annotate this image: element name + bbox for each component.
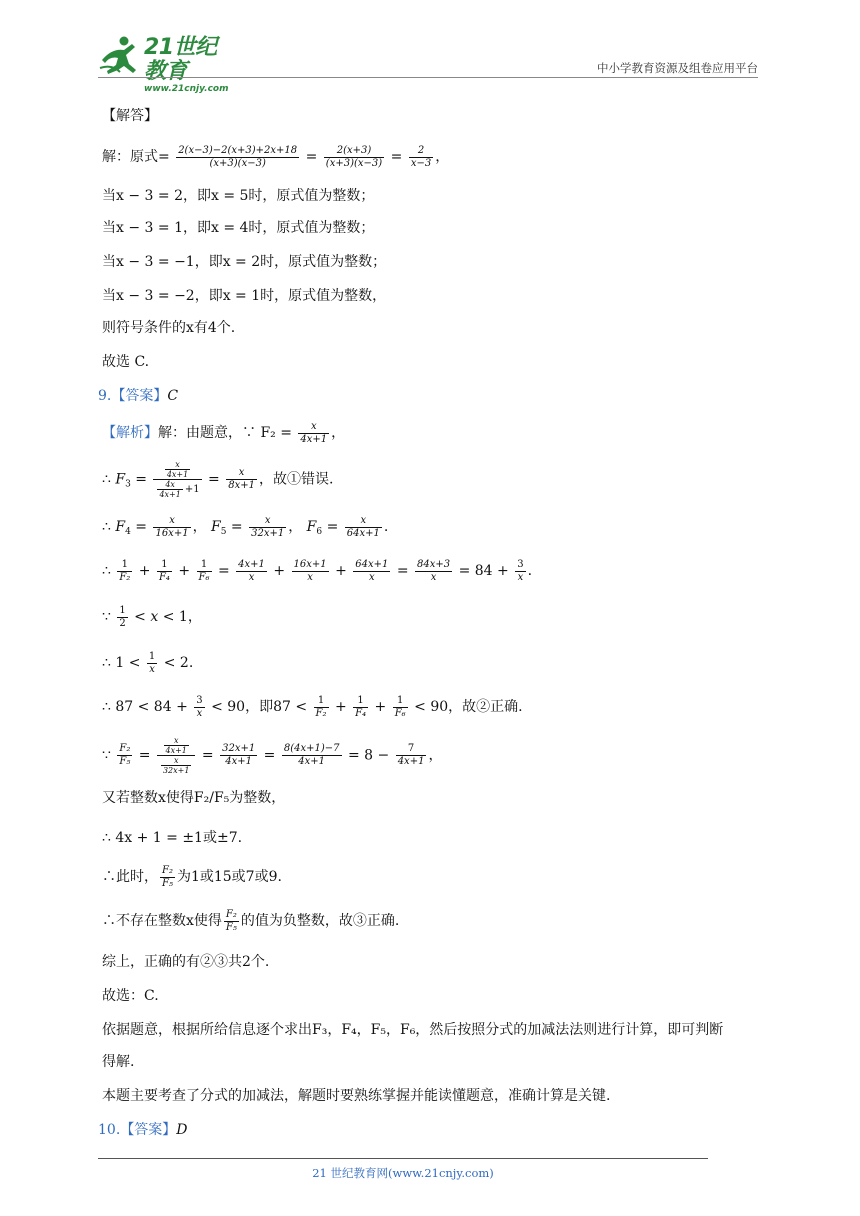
q9-sum-line: ∴ $\frac{1}{\text{F₂}}$ + $\frac{1}{\text{F₄}}$ + $\frac{1}{\text{F₆}}$ = $\frac{4x+1}{x}$ + $\frac{16x+1}{x}$ + $\frac{64x+1}{x}$ = $\frac{84x+3}{x}$ = 84 + $\frac{3}{x}$ . [102,558,533,583]
page-header [98,30,758,94]
q9-summary-line: 综上，正确的有②③共2个. [102,954,270,970]
case-line-2: 当x − 3 = 1，即x = 4时，原式值为整数； [102,220,375,236]
q9-f456-line: ∴ $F_4$ = $\frac{x}{16x+1}$ ， $F_5$ = $\frac{x}{32x+1}$ ， $F_6$ = $\frac{x}{64x+1}$ . [102,514,389,539]
q9-reciprocal-line: ∴ 1 < $\frac{1}{x}$ < 2. [102,650,194,675]
case-line-4: 当x − 3 = −2，即x = 1时，原式值为整数， [102,288,387,304]
q9-f3-line: ∴ $F_3$ = $\frac{x}{4x+1}$ $\frac{4x}{4x+1}$ +1 = $\frac{x}{8x+1}$ ，故①错误. [102,460,334,499]
q9-values-line: ∴ 4x + 1 = ±1或±7. [102,830,243,846]
q9-bound-line: ∴ 87 < 84 + $\frac{3}{x}$ < 90，即87 < $\frac{1}{\text{F₂}}$ + $\frac{1}{\text{F₄}}$ + $\frac{1}{\text{F₆}}$ < 90，故②正确. [102,694,523,719]
logo-url: www.21cnjy.com [144,84,229,94]
q9-analysis-line-1: 【解析】解：由题意，∵ F₂ = $\frac{x}{4x+1}$ ， [102,420,346,445]
q9-results-line: ∴此时， $\frac{\text{F₂}}{\text{F₅}}$ 为1或15或7或9. [102,864,282,889]
runner-logo-icon [98,34,142,76]
fraction-2: $\frac{2(x+3)}{(x+3)(x-3)}$ [325,144,383,169]
simplify-line: 解：原式= $\frac{2(x-3)-2(x+3)+2x+18}{(x+3)(x-3)}$ = $\frac{2(x+3)}{(x+3)(x-3)}$ = $\frac{2}{x-3}$ ， [102,144,450,169]
q9-answer: 9.【答案】C [98,388,179,404]
fraction-1: $\frac{2(x-3)-2(x+3)+2x+18}{(x+3)(x-3)}$ [178,144,298,169]
analysis-label: 【解析】 [102,425,158,441]
header-divider [98,77,758,78]
conclusion-line: 则符号条件的x有4个. [102,320,236,336]
q9-integer-line: 又若整数x使得F₂/F₅为整数， [102,790,286,806]
q9-note-line-3: 本题主要考查了分式的加减法，解题时要熟练掌握并能读懂题意，准确计算是关键. [102,1088,611,1104]
q9-ratio-line: ∵ $\frac{\text{F₂}}{\text{F₅}}$ = $\frac{\frac{x}{4x+1}}{\frac{x}{32x+1}}$ = $\frac{32x+1}{4x+1}$ = $\frac{8(4x+1)-7}{4x+1}$ = 8 − $\frac{7}{4x+1}$ ， [102,736,443,775]
case-line-1: 当x − 3 = 2，即x = 5时，原式值为整数； [102,188,375,204]
q9-negative-line: ∴不存在整数x使得 $\frac{\text{F₂}}{\text{F₅}}$ 的值为负整数，故③正确. [102,908,400,933]
case-line-3: 当x − 3 = −1，即x = 2时，原式值为整数； [102,254,387,270]
q9-note-line-1: 依据题意，根据所给信息逐个求出F₃，F₄，F₅，F₆，然后按照分式的加减法法则进行计算，即可判断 [102,1022,724,1038]
logo-title: 21世纪教育 [144,35,217,84]
solution-label: 解：原式 [102,149,158,165]
q10-answer: 10.【答案】D [98,1122,188,1138]
fraction-3: $\frac{2}{x-3}$ [410,144,432,169]
platform-name: 中小学教育资源及组卷应用平台 [597,61,758,75]
site-logo[interactable] [98,34,229,94]
q9-note-line-2: 得解. [102,1054,135,1070]
footer-link[interactable]: 21 世纪教育网(www.21cnjy.com) [312,1166,494,1180]
q9-choice-line: 故选：C. [102,988,159,1004]
q9-range-line: ∵ $\frac{1}{2}$ < x < 1， [102,604,202,629]
answer-heading: 【解答】 [102,108,158,124]
footer-divider [98,1158,708,1159]
choice-line: 故选 C. [102,354,150,370]
